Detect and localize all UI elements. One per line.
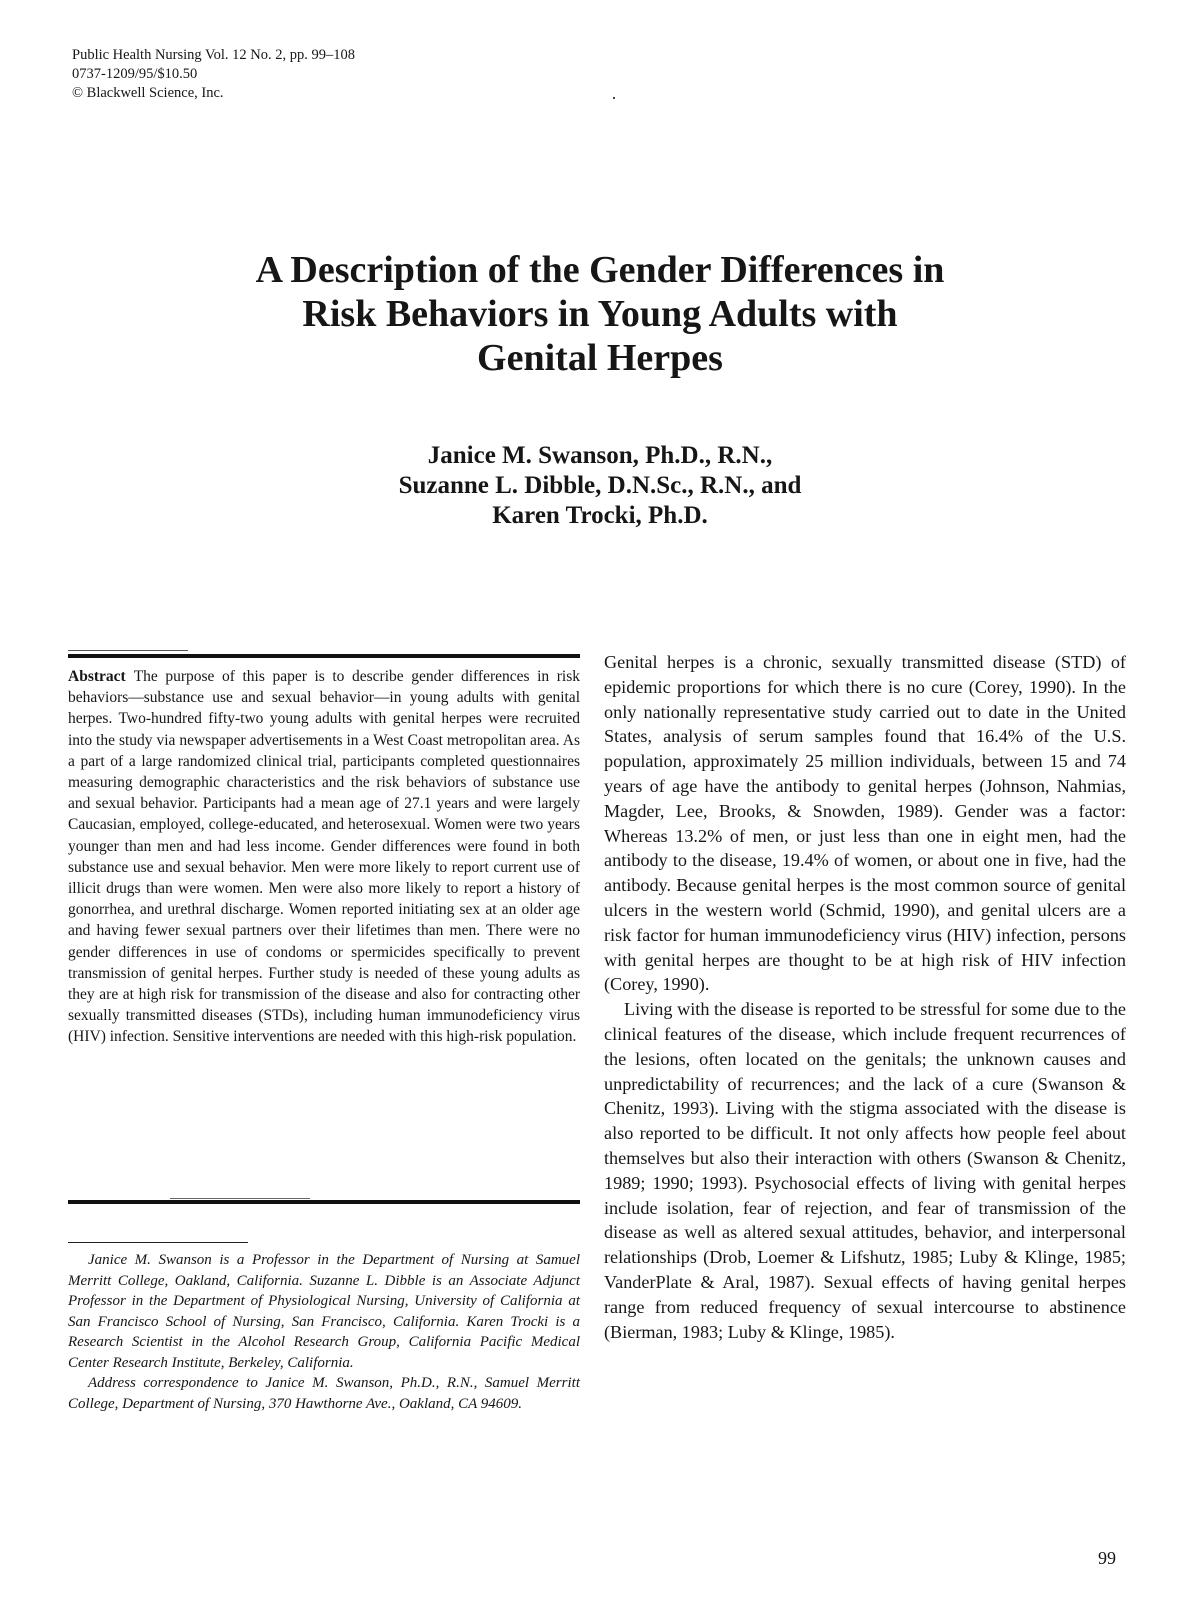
abstract-text: The purpose of this paper is to describe gender differences in risk behaviors—substance use and sexual behavior—in young adults with genital herpes. Two-hundred fifty-two young adults with genital herpes were recruited into the study via newspaper advertisements in a West Coast metropolitan area. As a part of a large randomized clinical trial, participants completed questionnaires measuring demographic characteristics and the risk behaviors of substance use and sexual behavior. Participants had a mean age of 27.1 years and were largely Caucasian, employed, college-educated, and heterosexual. Women were two years younger than men and had less income. Gender differences were found in both substance use and sexual behavior. Men were more likely to report current use of illicit drugs than were women. Men were also more likely to report a history of gonorrhea, and urethral discharge. Women reported initiating sex at an older age and having fewer sexual partners over their lifetimes than men. There were no gender differences in use of condoms or spermicides specifically to prevent transmission of genital herpes. Further study is needed of these young adults as they are at high risk for transmission of the disease and also for contracting other sexually transmitted diseases (STDs), including human immunodeficiency virus (HIV) infection. Sensitive interventions are needed with this high-risk population. [68, 668, 580, 1046]
author-footnote [68, 1250, 580, 1414]
abstract [68, 666, 580, 1048]
abstract-label: Abstract [68, 668, 126, 685]
journal-header [72, 46, 572, 103]
scan-speck [613, 97, 615, 99]
author-line: Janice M. Swanson, Ph.D., R.N., [427, 442, 773, 469]
abstract-top-rule-thin [68, 650, 188, 651]
correspondence-note: Address correspondence to Janice M. Swanson, Ph.D., R.N., Samuel Merritt College, Department of Nursing, 370 Hawthorne Ave., Oakland, CA 94609. [68, 1375, 580, 1412]
body-paragraph: Genital herpes is a chronic, sexually transmitted disease (STD) of epidemic proportions for which there is no cure (Corey, 1990). In the only nationally representative study carried out to date in the United States, analysis of serum samples found that 16.4% of the U.S. population, approximately 25 million individuals, between 15 and 74 years of age have the antibody to genital herpes (Johnson, Nahmias, Magder, Lee, Brooks, & Snowden, 1989). Gender was a factor: Whereas 13.2% of men, or just less than one in eight men, had the antibody to the disease, 19.4% of women, or about one in five, had the antibody. Because genital herpes is the most common source of genital ulcers in the western world (Schmid, 1990), and genital ulcers are a risk factor for human immunodeficiency virus (HIV) infection, persons with genital herpes are thought to be at high risk of HIV infection (Corey, 1990). [604, 652, 1126, 995]
affiliations-note: Janice M. Swanson is a Professor in the Department of Nursing at Samuel Merritt College, Oakland, California. Suzanne L. Dibble is an Associate Adjunct Professor in the Department of Physiological Nursing, University of California at San Francisco School of Nursing, San Francisco, California. Karen Trocki is a Research Scientist in the Alcohol Research Group, California Pacific Medical Center Research Institute, Berkeley, California. [68, 1252, 580, 1371]
page-number: 99 [1098, 1548, 1116, 1568]
abstract-bottom-rule-thin [170, 1198, 310, 1199]
footnote-divider [68, 1242, 248, 1243]
abstract-top-rule [68, 654, 580, 658]
journal-citation: Public Health Nursing Vol. 12 No. 2, pp. 99–108 [72, 47, 356, 63]
article-title: A Description of the Gender Differences in Risk Behaviors in Young Adults with Genital Herpes [255, 249, 945, 379]
body-text-column [604, 650, 1126, 1344]
body-paragraph: Living with the disease is reported to be stressful for some due to the clinical features of the disease, which include frequent recurrences of the lesions, often located on the genitals; the unknown causes and unpredictability of recurrences; and the lack of a cure (Swanson & Chenitz, 1993). Living with the stigma associated with the disease is also reported to be difficult. It not only affects how people feel about themselves but also their interaction with others (Swanson & Chenitz, 1989; 1990; 1993). Psychosocial effects of living with genital herpes include isolation, fear of rejection, and fear of transmission of the disease as well as altered sexual attitudes, behavior, and interpersonal relationships (Drob, Loemer & Lifshutz, 1985; Luby & Klinge, 1985; VanderPlate & Aral, 1987). Sexual effects of having genital herpes range from reduced frequency of sexual intercourse to abstinence (Bierman, 1983; Luby & Klinge, 1985). [604, 999, 1126, 1342]
author-line: Karen Trocki, Ph.D. [492, 502, 708, 529]
abstract-bottom-rule [68, 1200, 580, 1204]
journal-code: 0737-1209/95/$10.50 [72, 66, 198, 82]
author-list [250, 441, 950, 531]
author-line: Suzanne L. Dibble, D.N.Sc., R.N., and [398, 472, 802, 499]
copyright-notice: © Blackwell Science, Inc. [72, 85, 224, 101]
